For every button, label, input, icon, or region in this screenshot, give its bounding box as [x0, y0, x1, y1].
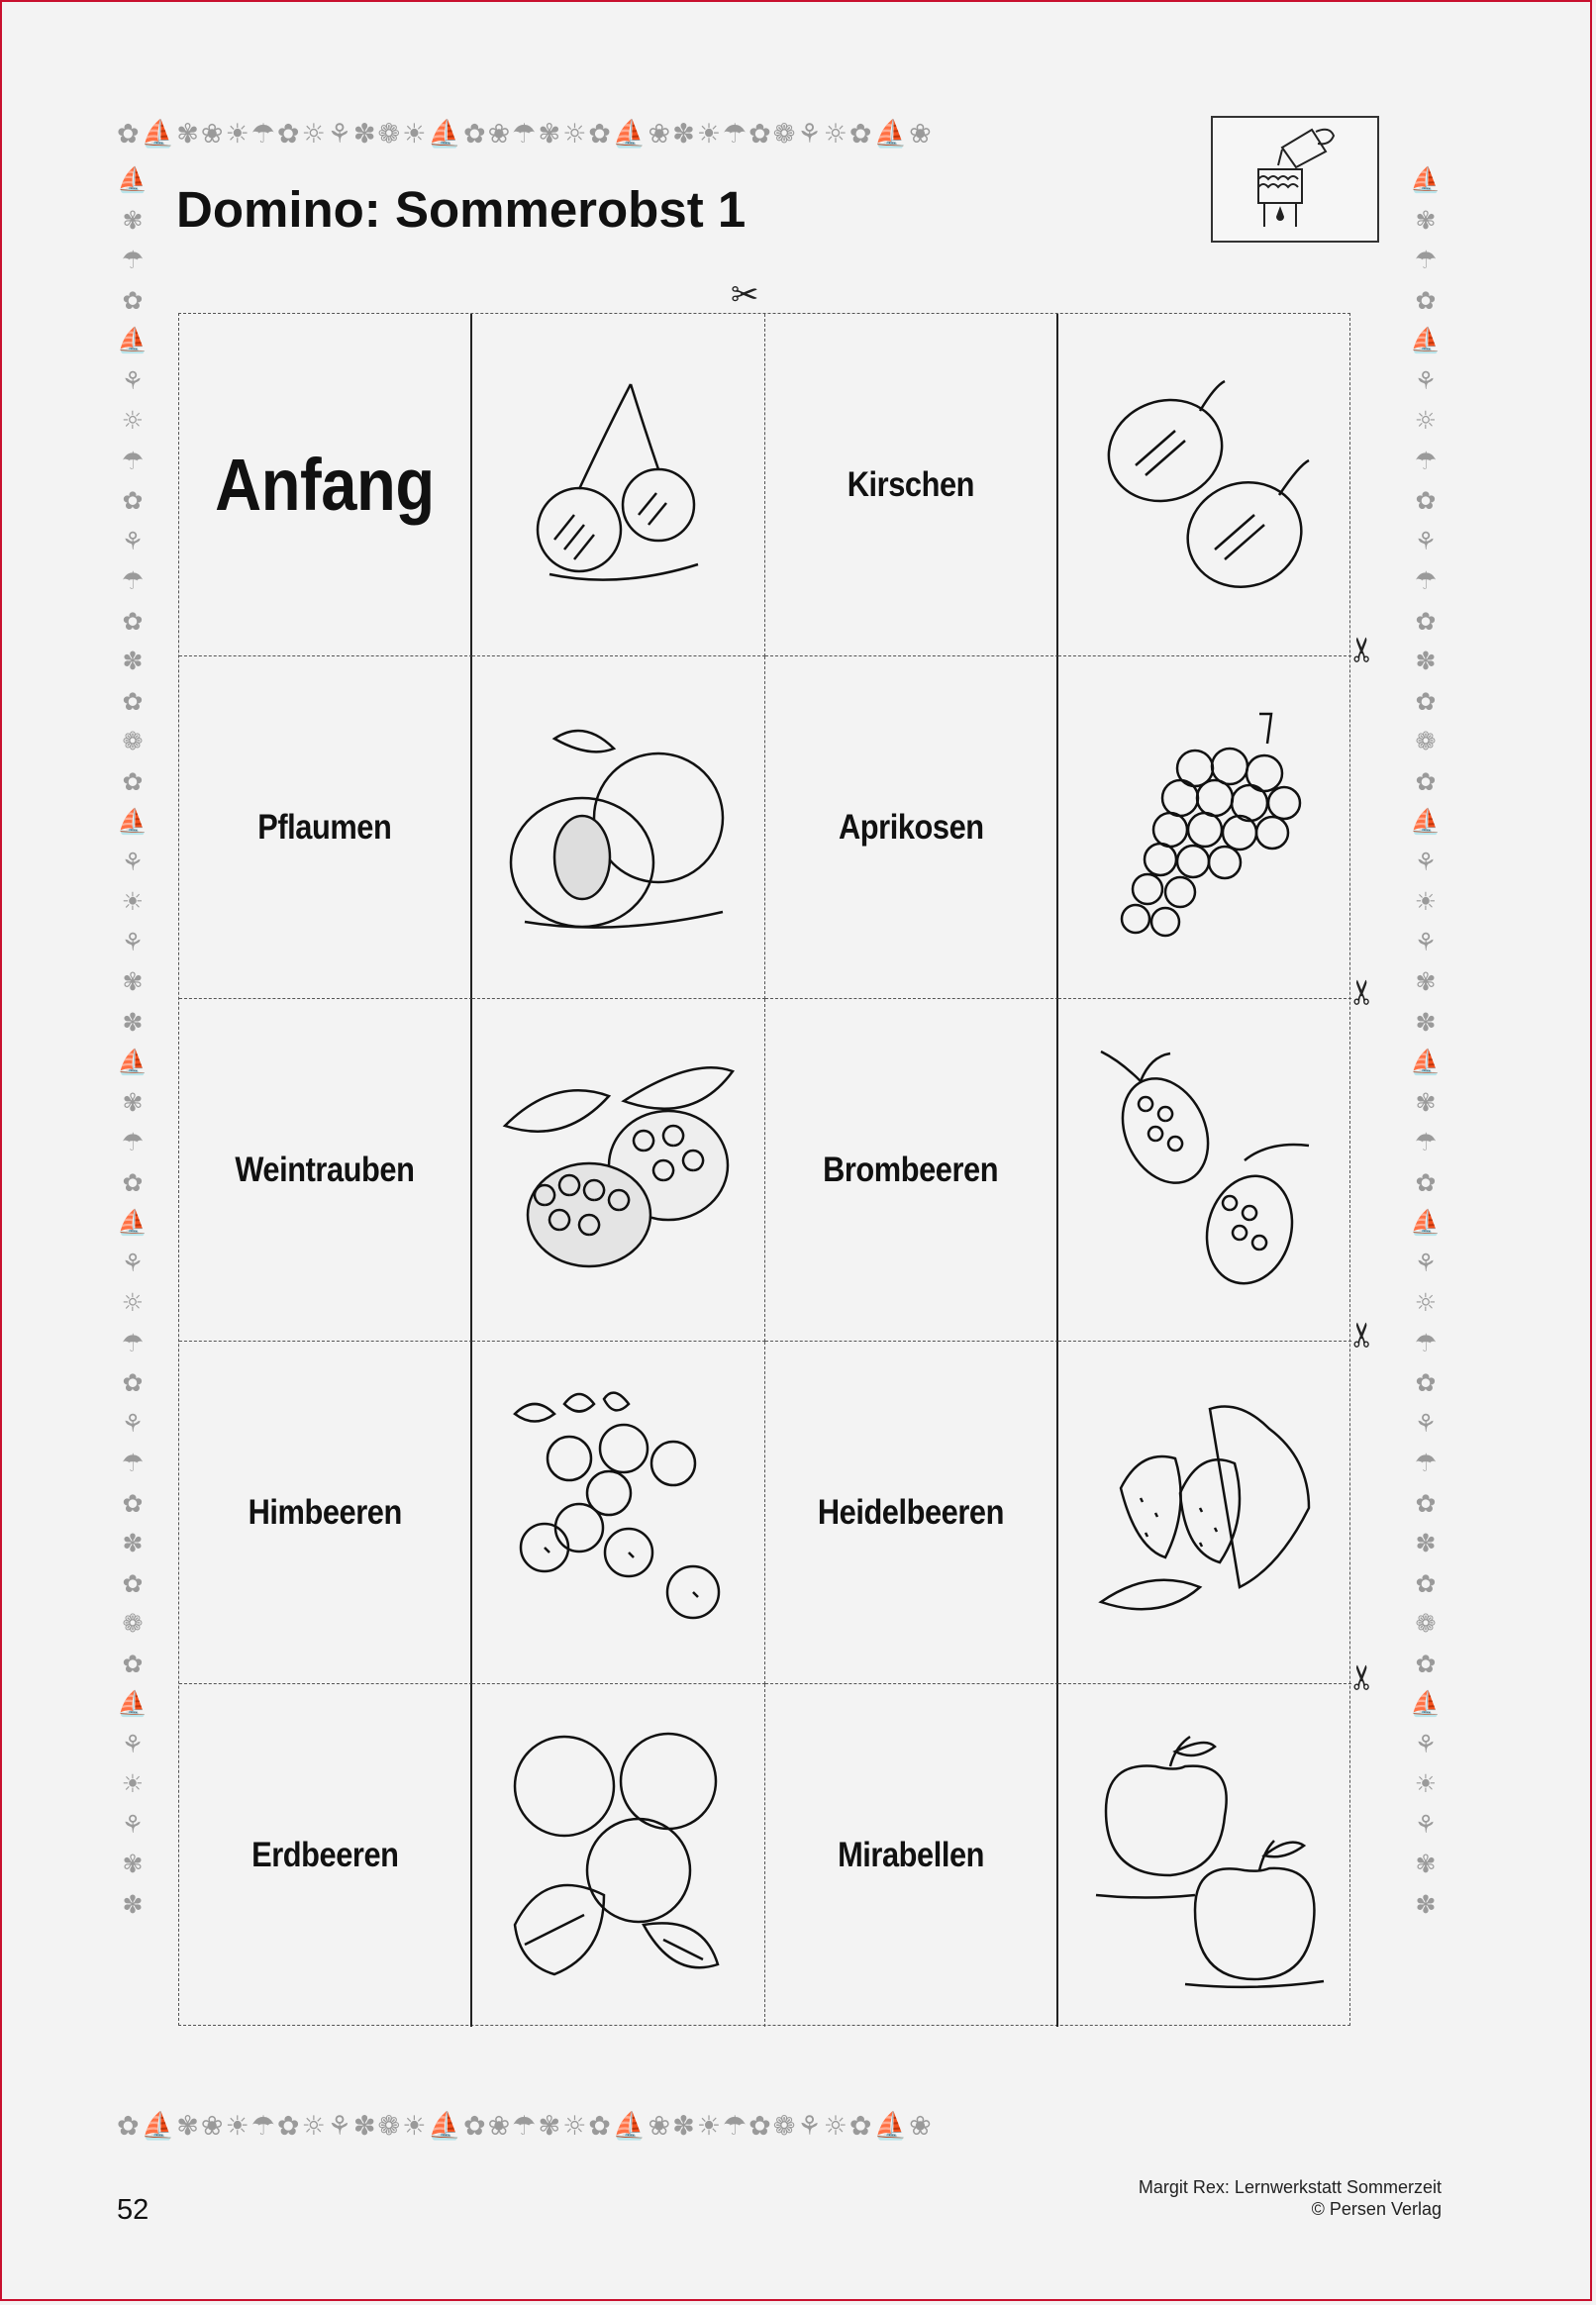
domino-word-card: [765, 314, 1058, 656]
domino-word-card: [179, 314, 472, 656]
worksheet-title: Domino: Sommerobst 1: [176, 181, 747, 238]
fruit-name-label: Pflaumen: [257, 807, 392, 847]
domino-word-card: [179, 1342, 472, 1684]
domino-word-card: [179, 656, 472, 999]
domino-picture-card: [472, 1342, 765, 1684]
scissors-icon: ✂: [1343, 977, 1383, 1007]
page-number: 52: [117, 2194, 150, 2226]
decorative-border-left: ⛵✾☂✿⛵⚘☼☂✿⚘☂✿✽✿❁✿⛵⚘☀⚘✾✽⛵✾☂✿⛵⚘☼☂✿⚘☂✿✽✿❁✿⛵⚘☀⚘✾✽: [117, 165, 149, 1919]
domino-picture-card: [472, 999, 765, 1342]
fruit-name-label: Erdbeeren: [250, 1836, 399, 1874]
scissors-icon: ✂: [1343, 1662, 1383, 1692]
fruit-name-label: Brombeeren: [823, 1150, 999, 1189]
fruit-name-label: Kirschen: [847, 464, 975, 504]
domino-picture-card: [1058, 1342, 1351, 1684]
blackberries-image: [495, 1056, 743, 1284]
fruit-name-label: Heidelbeeren: [817, 1492, 1005, 1532]
credit-author-line: Margit Rex: Lernwerkstatt Sommerzeit: [1138, 2177, 1442, 2197]
domino-picture-card: [1058, 999, 1351, 1342]
footer-credit: [1139, 2176, 1442, 2220]
domino-card-grid: [178, 313, 1350, 2026]
fruit-name-label: Aprikosen: [838, 807, 984, 847]
credit-publisher-line: © Persen Verlag: [1311, 2199, 1442, 2219]
apricots-image: [495, 709, 743, 947]
blueberries-image: [495, 1384, 743, 1642]
domino-picture-card: [1058, 314, 1351, 656]
cherries-image: [500, 366, 738, 604]
domino-picture-card: [1058, 1684, 1351, 2027]
mirabelles-image: [495, 1727, 743, 1984]
domino-picture-card: [1058, 656, 1351, 999]
plums-image: [1076, 356, 1334, 614]
apples-image: [1076, 1722, 1334, 1989]
domino-word-card: [179, 1684, 472, 2027]
decorative-border-right: ⛵✾☂✿⛵⚘☼☂✿⚘☂✿✽✿❁✿⛵⚘☀⚘✾✽⛵✾☂✿⛵⚘☼☂✿⚘☂✿✽✿❁✿⛵⚘☀⚘✾✽: [1410, 165, 1442, 1919]
strawberries-image: [1081, 1389, 1329, 1637]
scissors-icon: ✂: [731, 275, 759, 315]
decorative-border-bottom: ✿⛵✾❀☀☂✿☼⚘✽❁☀⛵✿❀☂✾☼✿⛵❀✽☀☂✿❁⚘☼✿⛵❀: [117, 2111, 934, 2142]
juice-press-icon: [1211, 116, 1379, 243]
decorative-border-top: ✿⛵✾❀☀☂✿☼⚘✽❁☀⛵✿❀☂✾☼✿⛵❀✽☀☂✿❁⚘☼✿⛵❀: [117, 119, 934, 150]
start-label: Anfang: [215, 444, 435, 526]
domino-word-card: [765, 1684, 1058, 2027]
grapes-image: [1086, 699, 1324, 956]
domino-picture-card: [472, 1684, 765, 2027]
domino-word-card: [765, 656, 1058, 999]
scissors-icon: ✂: [1343, 635, 1383, 664]
raspberries-image: [1081, 1042, 1329, 1299]
scissors-icon: ✂: [1343, 1320, 1383, 1350]
domino-word-card: [765, 999, 1058, 1342]
fruit-name-label: Himbeeren: [248, 1492, 402, 1532]
fruit-name-label: Mirabellen: [838, 1836, 984, 1874]
fruit-name-label: Weintrauben: [235, 1150, 415, 1189]
domino-picture-card: [472, 314, 765, 656]
domino-word-card: [765, 1342, 1058, 1684]
domino-picture-card: [472, 656, 765, 999]
domino-word-card: [179, 999, 472, 1342]
